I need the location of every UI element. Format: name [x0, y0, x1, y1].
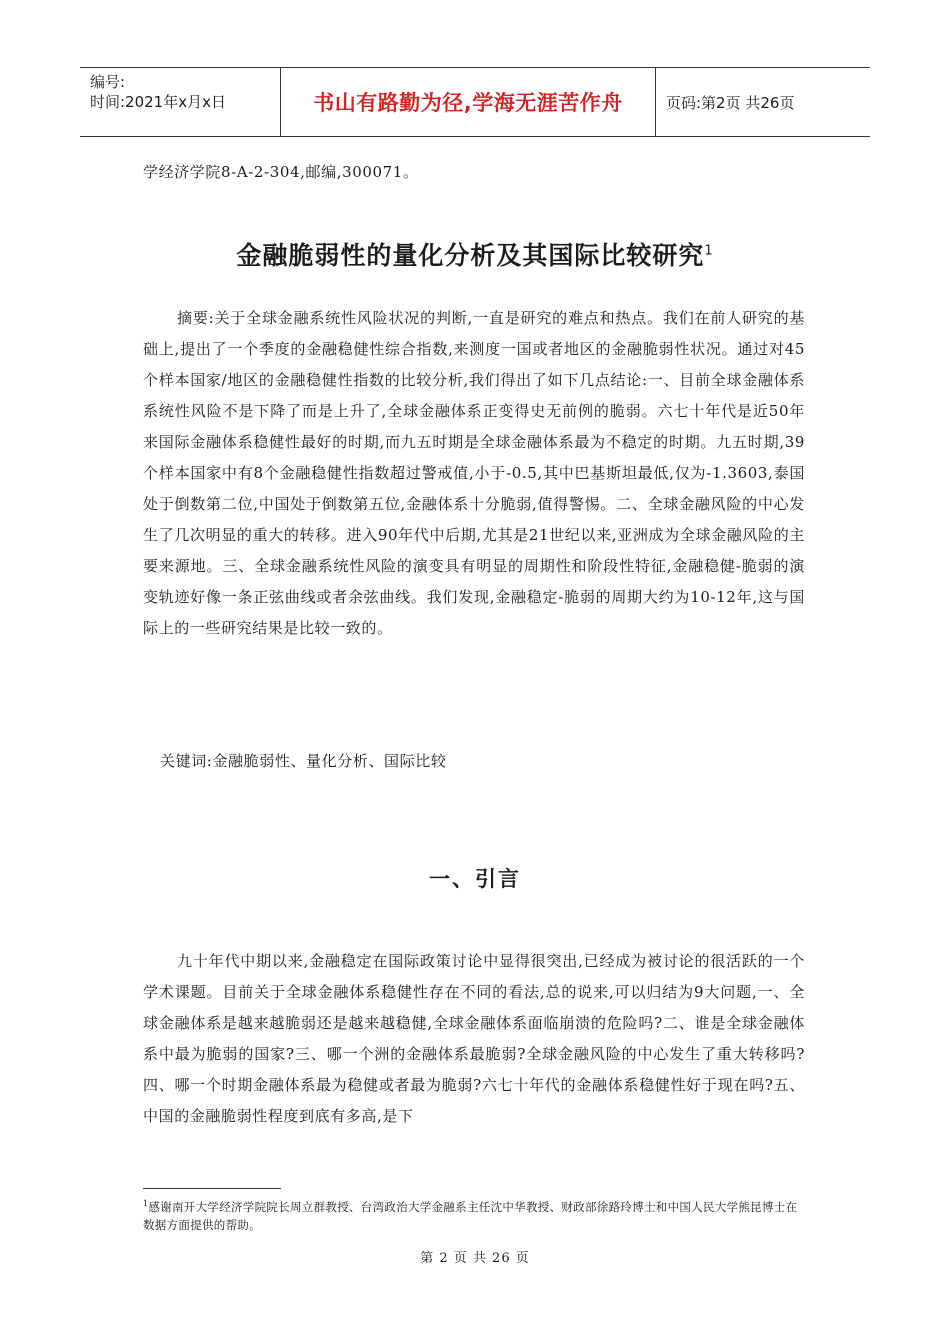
- header-meta-cell: [80, 68, 281, 136]
- footnote-mark: 1: [143, 1199, 149, 1208]
- header-motto: 书山有路勤为径,学海无涯苦作舟: [281, 68, 656, 136]
- intro-paragraph: 九十年代中期以来,金融稳定在国际政策讨论中显得很突出,已经成为被讨论的很活跃的一个学术课题。目前关于全球金融体系稳健性存在不同的看法,总的说来,可以归结为9大问题,一、全球金融体系是越来越脆弱还是越来越稳健,全球金融体系面临崩溃的危险吗?二、谁是全球金融体系中最为脆弱的国家?三、哪一个洲的金融体系最脆弱?全球金融风险的中心发生了重大转移吗?四、哪一个时期金融体系最为稳健或者最为脆弱?六七十年代的金融体系稳健性好于现在吗?五、中国的金融脆弱性程度到底有多高,是下: [143, 952, 805, 1125]
- number-label: 编号:: [90, 73, 126, 91]
- keywords-line: 关键词:金融脆弱性、量化分析、国际比较: [160, 752, 447, 770]
- page-footer: 第 2 页 共 26 页: [420, 1251, 530, 1266]
- section-heading: 一、引言: [429, 867, 521, 891]
- time-label: 时间:2021年x月x日: [90, 93, 226, 111]
- header-page-info: 页码:第2页 共26页: [666, 93, 795, 112]
- abstract-paragraph: 摘要:关于全球金融系统性风险状况的判断,一直是研究的难点和热点。我们在前人研究的基础上,提出了一个季度的金融稳健性综合指数,来测度一国或者地区的金融脆弱性状况。通过对45个样本国家/地区的金融稳健性指数的比较分析,我们得出了如下几点结论:一、目前全球金融体系系统性风险不是下降了而是上升了,全球金融体系正变得史无前例的脆弱。六七十年代是近50年来国际金融体系稳健性最好的时期,而九五时期是全球金融体系最为不稳定的时期。九五时期,39个样本国家中有8个金融稳健性指数超过警戒值,小于-0.5,其中巴基斯坦最低,仅为-1.3603,泰国处于倒数第二位,中国处于倒数第五位,金融体系十分脆弱,值得警惕。二、全球金融风险的中心发生了几次明显的重大的转移。进入90年代中后期,尤其是21世纪以来,亚洲成为全球金融风险的主要来源地。三、全球金融系统性风险的演变具有明显的周期性和阶段性特征,金融稳健-脆弱的演变轨迹好像一条正弦曲线或者余弦曲线。我们发现,金融稳定-脆弱的周期大约为10-12年,这与国际上的一些研究结果是比较一致的。: [143, 309, 805, 637]
- footnote: [143, 1195, 805, 1234]
- continuation-line: 学经济学院8-A-2-304,邮编,300071。: [143, 163, 419, 181]
- paper-title-text: 金融脆弱性的量化分析及其国际比较研究: [236, 241, 705, 270]
- title-footnote-mark: 1: [704, 243, 714, 259]
- paper-title: [0, 236, 950, 272]
- page-header: [80, 67, 870, 137]
- footnote-divider: [143, 1188, 281, 1189]
- footnote-text: 感谢南开大学经济学院院长周立群教授、台湾政治大学金融系主任沈中华教授、财政部徐路玲博士和中国人民大学熊昆博士在数据方面提供的帮助。: [143, 1199, 798, 1232]
